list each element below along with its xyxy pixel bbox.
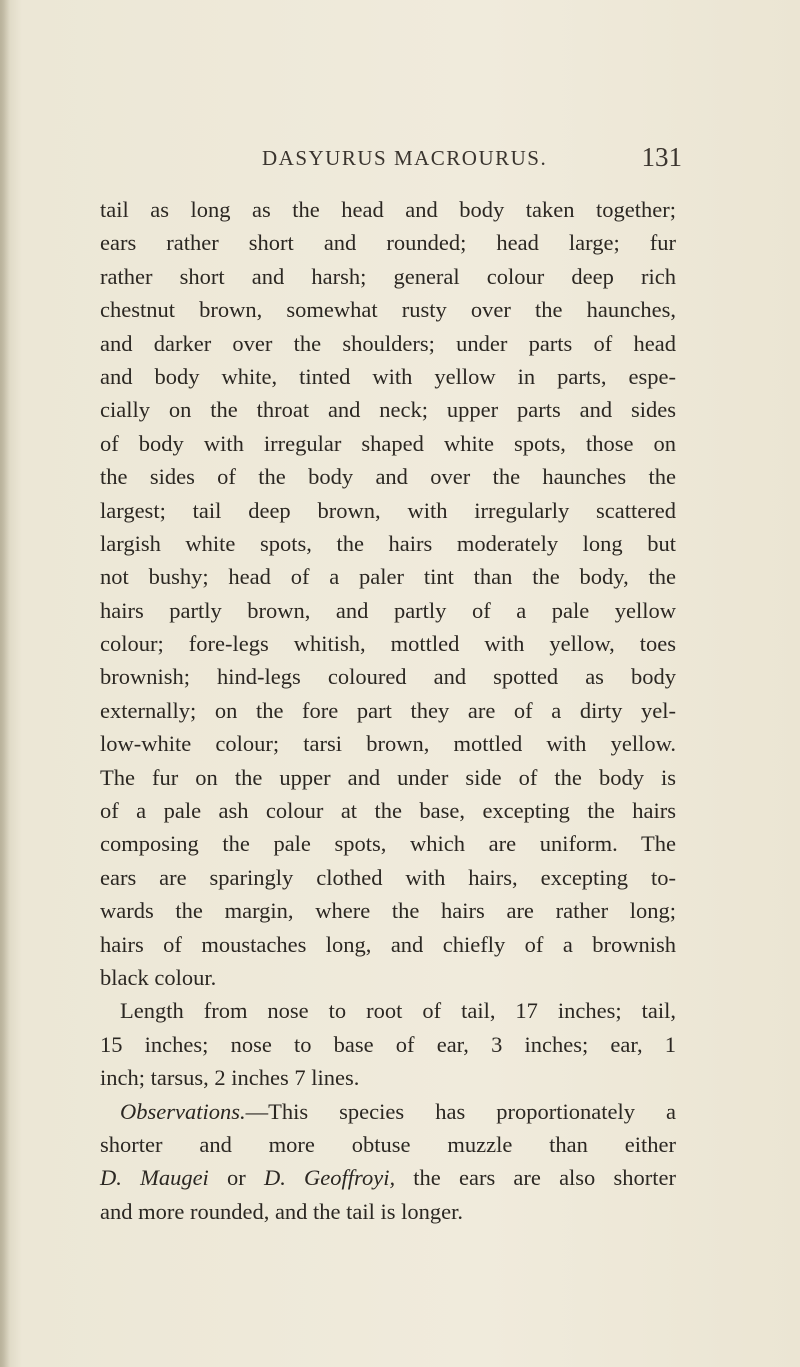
page-number: 131: [641, 142, 682, 172]
text-line: The fur on the upper and under side of the body is: [100, 764, 676, 790]
text-line: of body with irregular shaped white spots, those on: [100, 430, 676, 456]
text-line: and darker over the shoulders; under parts of head: [100, 330, 676, 356]
text-line: shorter and more obtuse muzzle than either: [100, 1131, 676, 1157]
spine-shadow: [0, 0, 10, 1367]
text-line: brownish; hind-legs coloured and spotted as body: [100, 664, 676, 690]
text-line: not bushy; head of a paler tint than the body, the: [100, 564, 676, 590]
text-line: 15 inches; nose to base of ear, 3 inches; ear, 1: [100, 1031, 676, 1057]
text-line: ears rather short and rounded; head large; fur: [100, 230, 676, 256]
text-line: ears are sparingly clothed with hairs, excepting to-: [100, 864, 676, 890]
text-line: largish white spots, the hairs moderately long but: [100, 530, 676, 556]
text-line: rather short and harsh; general colour deep rich: [100, 263, 676, 289]
running-head: [262, 142, 682, 176]
conjunction: or: [208, 1165, 264, 1191]
text-line: the sides of the body and over the haunches the: [100, 464, 676, 490]
paragraph-description: [100, 193, 676, 994]
text-line: Length from nose to root of tail, 17 inches; tail,: [120, 998, 676, 1024]
text-line: largest; tail deep brown, with irregularly scattered: [100, 497, 676, 523]
text-line: hairs of moustaches long, and chiefly of a brownish: [100, 931, 676, 957]
text-line: colour; fore-legs whitish, mottled with yellow, toes: [100, 631, 676, 657]
text-line: externally; on the fore part they are of a dirty yel-: [100, 697, 676, 723]
text-line: cially on the throat and neck; upper parts and sides: [100, 397, 676, 423]
observations-text: the ears are also shorter: [395, 1165, 676, 1191]
text-line: hairs partly brown, and partly of a pale yellow: [100, 597, 676, 623]
running-title: DASYURUS MACROURUS.: [262, 146, 548, 170]
text-line: inch; tarsus, 2 inches 7 lines.: [100, 1065, 360, 1091]
observations-label: Observations.: [120, 1098, 246, 1124]
text-line: chestnut brown, somewhat rusty over the haunches,: [100, 297, 676, 323]
text-line: low-white colour; tarsi brown, mottled with yellow.: [100, 731, 676, 757]
paragraph-measurements: [100, 994, 676, 1094]
text-line: wards the margin, where the hairs are rather long;: [100, 898, 676, 924]
text-line: composing the pale spots, which are uniform. The: [100, 831, 676, 857]
text-line: and more rounded, and the tail is longer.: [100, 1198, 464, 1224]
body-text: [100, 193, 676, 1228]
text-line: [100, 1161, 676, 1194]
paragraph-observations: [100, 1095, 676, 1229]
text-line: and body white, tinted with yellow in parts, espe-: [100, 363, 676, 389]
species-name: D. Maugei: [100, 1165, 209, 1191]
text-line: tail as long as the head and body taken together;: [100, 197, 676, 222]
text-line: of a pale ash colour at the base, excepting the hairs: [100, 798, 676, 824]
text-line: [100, 1095, 676, 1128]
text-line: black colour.: [100, 964, 217, 990]
observations-text: —This species has proportionately a: [245, 1098, 676, 1124]
species-name: D. Geoffroyi,: [263, 1165, 396, 1191]
